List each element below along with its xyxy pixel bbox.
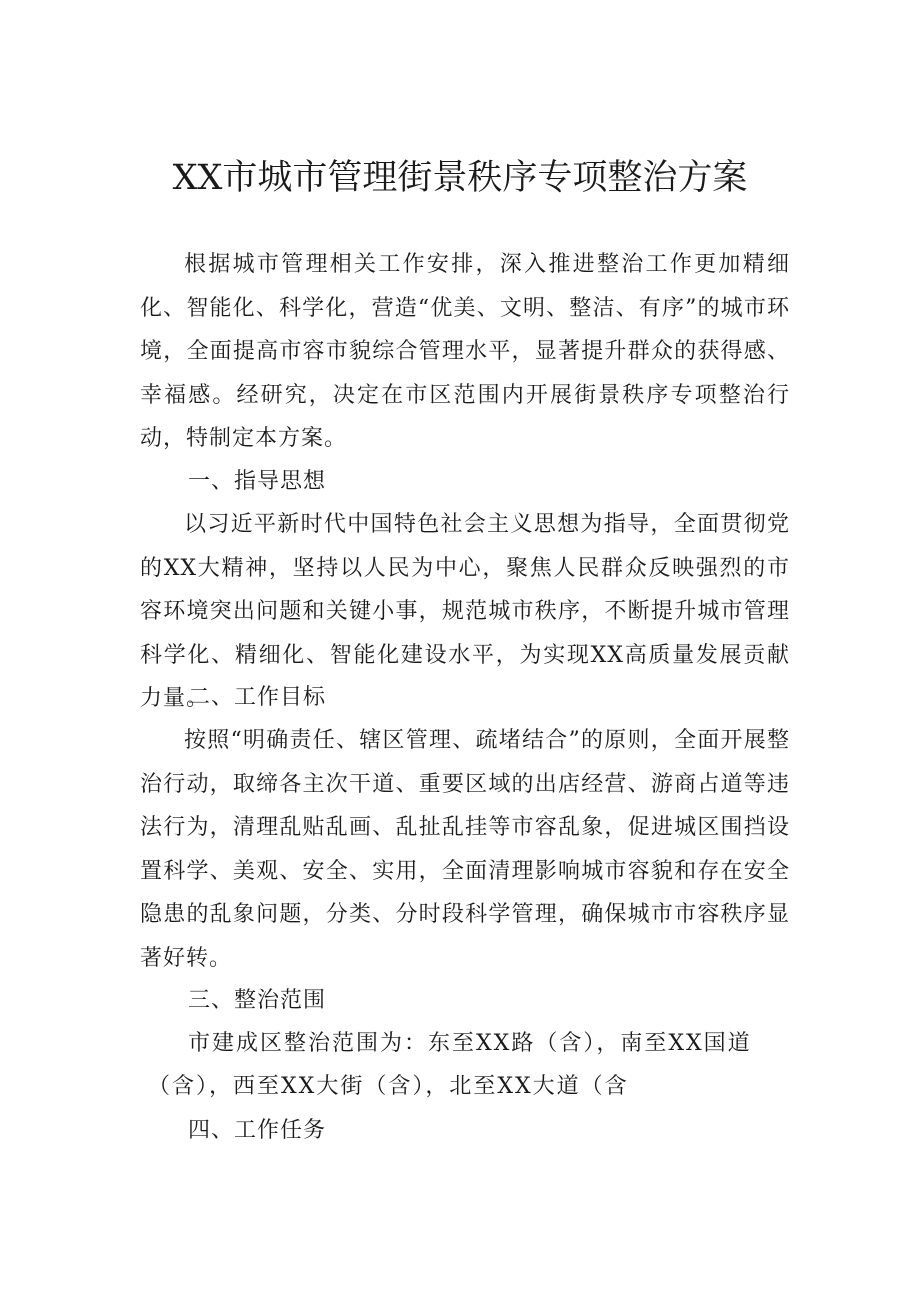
section-body-guiding-ideology: 以习近平新时代中国特色社会主义思想为指导，全面贯彻党的XX大精神，坚持以人民为中心，聚焦人民群众反映强烈的市容环境突出问题和关键小事，规范城市秩序，不断提升城市管理科学化、精细化、智能化建设水平，为实现XX高质量发展贡献力量。 [140, 512, 790, 711]
scope-line-2: （含），西至XX大街（含），北至XX大道（含 [148, 1074, 629, 1099]
section-body-work-goals: 按照“明确责任、辖区管理、疏堵结合”的原则，全面开展整治行动，取缔各主次干道、重要区域的出店经营、游商占道等违法行为，清理乱贴乱画、乱扯乱挂等市容乱象，促进城区围挡设置科学、美观、安全、实用，全面清理影响城市容貌和存在安全隐患的乱象问题，分类、分时段科学管理，确保城市市容秩序显著好转。 [140, 728, 790, 971]
section-heading-guiding-ideology: 一、指导思想 [188, 469, 327, 494]
section-body-scope [140, 1022, 780, 1108]
section-heading-scope: 三、整治范围 [188, 988, 327, 1013]
section-heading-work-goals: 二、工作目标 [188, 685, 327, 710]
intro-paragraph: 根据城市管理相关工作安排，深入推进整治工作更加精细化、智能化、科学化，营造“优美、文明、整洁、有序”的城市环境，全面提高市容市貌综合管理水平，显著提升群众的获得感、幸福感。经研究，决定在市区范围内开展街景秩序专项整治行动，特制定本方案。 [140, 252, 790, 451]
scope-line-1: 市建成区整治范围为：东至XX路（含），南至XX国道 [188, 1031, 752, 1056]
section-heading-work-tasks: 四、工作任务 [188, 1118, 327, 1143]
document-title: XX市城市管理街景秩序专项整治方案 [172, 158, 748, 198]
